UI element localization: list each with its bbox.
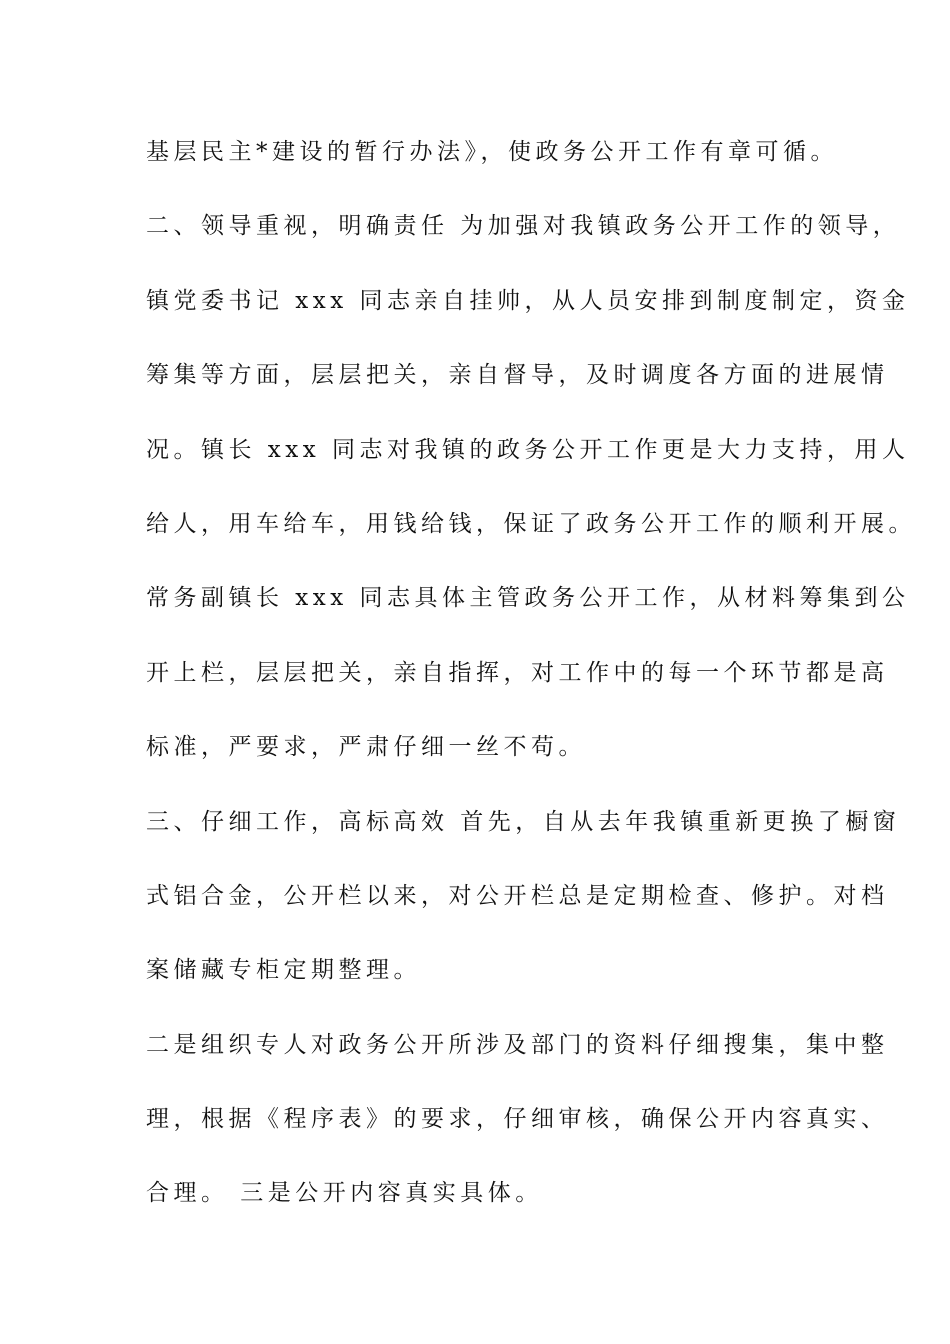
text-line: 式铝合金，公开栏以来，对公开栏总是定期检查、修护。对档 xyxy=(146,882,889,909)
text-line: 二、领导重视，明确责任 为加强对我镇政务公开工作的领导， xyxy=(146,213,901,240)
text-line: 给人，用车给车，用钱给钱，保证了政务公开工作的顺利开展。 xyxy=(146,510,916,537)
text-line: 二是组织专人对政务公开所涉及部门的资料仔细搜集，集中整 xyxy=(146,1031,889,1058)
text-line: 开上栏，层层把关，亲自指挥，对工作中的每一个环节都是高 xyxy=(146,659,889,686)
text-line: 标准，严要求，严肃仔细一丝不苟。 xyxy=(146,734,586,761)
text-line: 合理。 三是公开内容真实具体。 xyxy=(146,1180,543,1207)
text-line: 镇党委书记 xxx 同志亲自挂帅，从人员安排到制度制定，资金 xyxy=(146,287,910,314)
text-line: 理，根据《程序表》的要求，仔细审核，确保公开内容真实、 xyxy=(146,1106,889,1133)
text-line: 常务副镇长 xxx 同志具体主管政务公开工作，从材料筹集到公 xyxy=(146,585,910,612)
text-line: 况。镇长 xxx 同志对我镇的政务公开工作更是大力支持，用人 xyxy=(146,436,910,463)
text-line: 基层民主*建设的暂行办法》，使政务公开工作有章可循。 xyxy=(146,139,838,165)
document-body xyxy=(146,128,916,1244)
text-line: 案储藏专柜定期整理。 xyxy=(146,957,421,984)
text-line: 筹集等方面，层层把关，亲自督导，及时调度各方面的进展情 xyxy=(146,362,889,389)
text-line: 三、仔细工作，高标高效 首先，自从去年我镇重新更换了橱窗 xyxy=(146,808,901,835)
